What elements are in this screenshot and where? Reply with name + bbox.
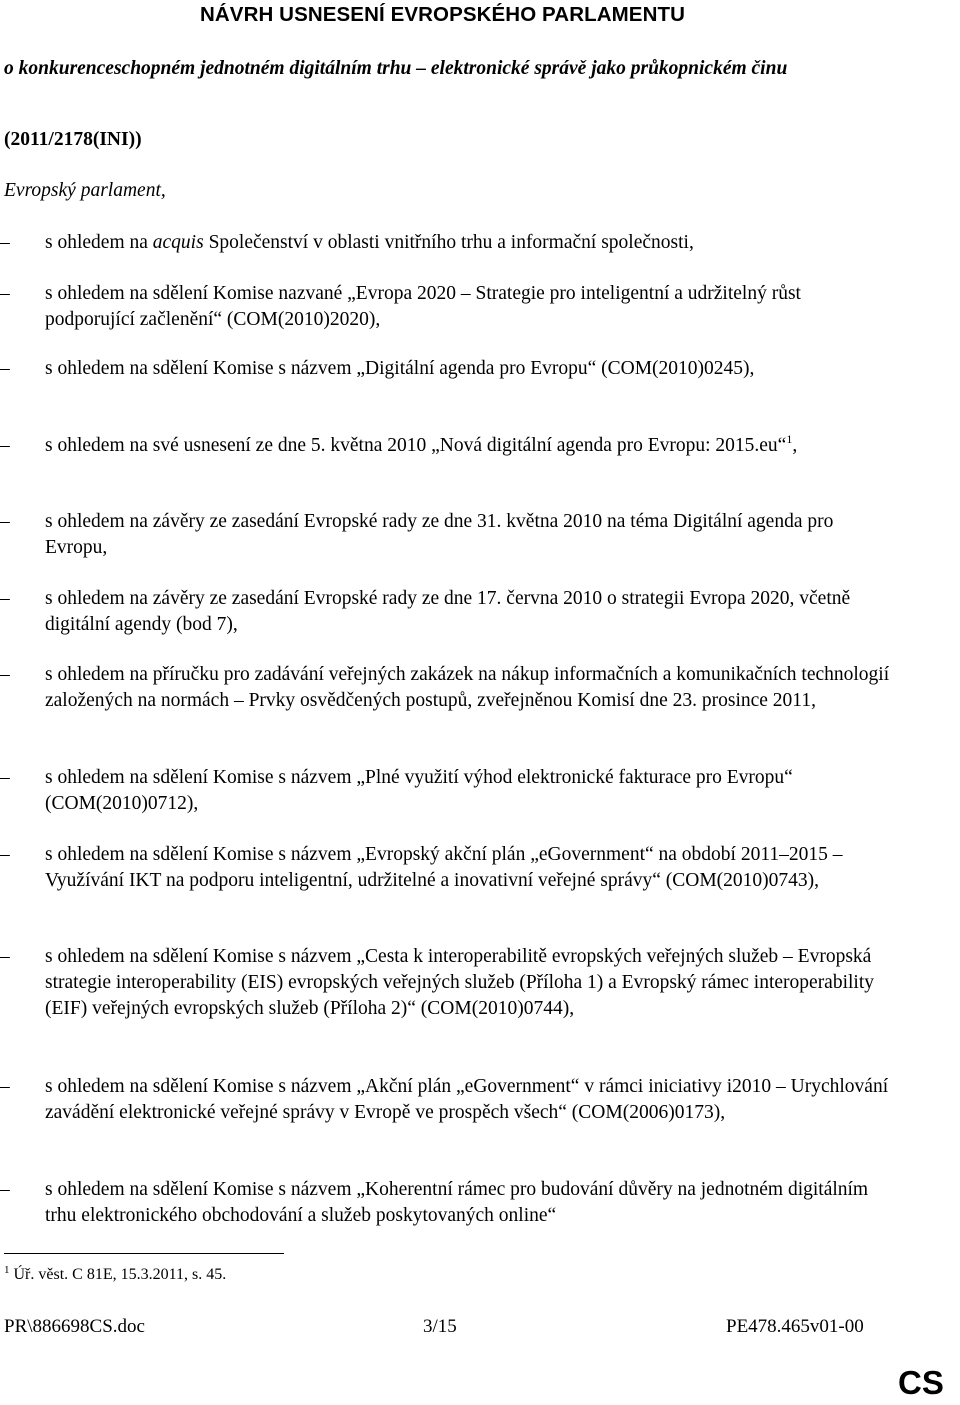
citation-text: s ohledem na sdělení Komise s názvem „Koherentní rámec pro budování důvěry na jednotném digitálním trhu elektronického obchodování a služeb poskytovaných online“ — [45, 1179, 869, 1226]
citation-dash: – — [0, 664, 10, 685]
citation-text: s ohledem na sdělení Komise s názvem „Evropský akční plán „eGovernment“ na období 2011–2015 – Využívání IKT na podporu inteligentní, udržitelné a inovativní veřejné správy“ (COM(2010)0743), — [45, 844, 843, 891]
citation-dash: – — [0, 1076, 10, 1097]
citation-dash: – — [0, 844, 10, 865]
footer-page-number: 3/15 — [423, 1316, 457, 1337]
citation-dash: – — [0, 283, 10, 304]
citation-dash: – — [0, 511, 10, 532]
citation-text: s ohledem na závěry ze zasedání Evropské rady ze dne 17. června 2010 o strategii Evropa 2020, včetně digitální agendy (bod 7), — [45, 588, 851, 635]
citation-text: s ohledem na závěry ze zasedání Evropské rady ze dne 31. května 2010 na téma Digitální agenda pro Evropu, — [45, 511, 834, 558]
footnote-separator — [4, 1253, 284, 1254]
language-code: CS — [898, 1364, 944, 1401]
footer-doc-ref: PR\886698CS.doc — [4, 1316, 145, 1337]
footnote-text: Úř. věst. C 81E, 15.3.2011, s. 45. — [13, 1266, 227, 1283]
footnote — [4, 1266, 226, 1284]
footer-pe-ref: PE478.465v01-00 — [726, 1316, 864, 1337]
footnote-number: 1 — [4, 1264, 10, 1276]
footnote-ref: 1 — [786, 432, 793, 446]
citation-text: s ohledem na acquis Společenství v oblasti vnitřního trhu a informační společnosti, — [45, 232, 694, 253]
citation-text: s ohledem na sdělení Komise s názvem „Plné využití výhod elektronické fakturace pro Evropu“ (COM(2010)0712), — [45, 767, 793, 814]
citation-dash: – — [0, 946, 10, 967]
procedure-number: (2011/2178(INI)) — [4, 129, 142, 150]
citation-text: s ohledem na své usnesení ze dne 5. května 2010 „Nová digitální agenda pro Evropu: 2015.eu“$^1$, — [45, 432, 798, 456]
citation-dash: – — [0, 767, 10, 788]
citation-dash: – — [0, 1179, 10, 1200]
document-subject: o konkurenceschopném jednotném digitálním trhu – elektronické správě jako průkopnickém činu — [4, 58, 788, 79]
citation-text: s ohledem na sdělení Komise s názvem „Digitální agenda pro Evropu“ (COM(2010)0245), — [45, 358, 755, 379]
italic-term: acquis — [152, 232, 204, 253]
citation-text: s ohledem na příručku pro zadávání veřejných zakázek na nákup informačních a komunikačních technologií založených na normách – Prvky osvědčených postupů, zveřejněnou Komisí dne 23. prosince 2011, — [45, 664, 890, 711]
citation-text: s ohledem na sdělení Komise s názvem „Akční plán „eGovernment“ v rámci iniciativy i2010 – Urychlování zavádění elektronické veřejné správy v Evropě ve prospěch všech“ (COM(2006)0173), — [45, 1076, 889, 1123]
citation-dash: – — [0, 588, 10, 609]
intro-line: Evropský parlament, — [4, 180, 166, 201]
citation-dash: – — [0, 232, 10, 253]
citation-text: s ohledem na sdělení Komise nazvané „Evropa 2020 – Strategie pro inteligentní a udržitelný růst podporující začlenění“ (COM(2010)2020), — [45, 283, 801, 330]
document-heading: NÁVRH USNESENÍ EVROPSKÉHO PARLAMENTU — [199, 3, 686, 26]
citation-text: s ohledem na sdělení Komise s názvem „Cesta k interoperabilitě evropských veřejných služeb – Evropská strategie interoperability (EIS) evropských veřejných služeb (Příloha 1) a Evropský rámec interoperability (EIF) veřejných evropských služeb (Příloha 2)“ (COM(2010)0744), — [45, 946, 875, 1019]
citation-dash: – — [0, 435, 10, 456]
citation-dash: – — [0, 358, 10, 379]
